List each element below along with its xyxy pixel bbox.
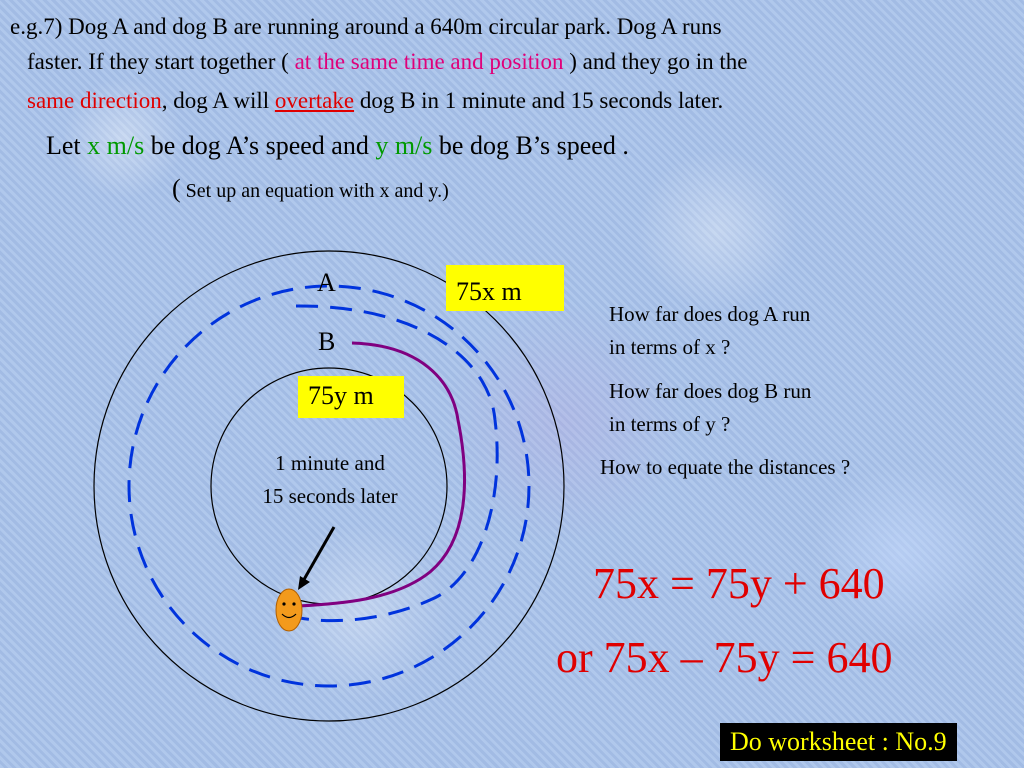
same-direction-text: same direction <box>27 88 162 113</box>
problem-text-3a: , dog A will <box>161 88 275 113</box>
question-dog-a <box>609 298 810 364</box>
problem-text-3b: dog B in 1 minute and 15 seconds later. <box>354 88 724 113</box>
dog-b-distance-box: 75y m <box>298 376 404 418</box>
y-variable: y m/s <box>375 131 433 160</box>
center-line-2: 15 seconds later <box>262 484 398 508</box>
equation-1: 75x = 75y + 640 <box>593 559 885 608</box>
question-1-line-2: in terms of x ? <box>609 335 731 359</box>
equation-2: or 75x – 75y = 640 <box>556 633 893 682</box>
problem-text-2b: ) and they go in the <box>563 49 748 74</box>
label-a: A <box>317 268 336 297</box>
dog-face-icon <box>276 589 302 631</box>
problem-text-2a: faster. If they start together ( <box>27 49 295 74</box>
center-time-text <box>240 447 420 513</box>
hint-paren: ( <box>172 174 181 203</box>
x-variable: x m/s <box>87 131 145 160</box>
problem-text-1: e.g.7) Dog A and dog B are running around a 640m circular park. Dog A runs <box>10 14 722 39</box>
dog-a-distance-box: 75x m <box>446 265 564 311</box>
let-text: Let <box>46 131 88 160</box>
center-line-1: 1 minute and <box>275 451 385 475</box>
hint-text: Set up an equation with x and y.) <box>180 180 449 202</box>
overtake-text: overtake <box>274 88 355 113</box>
worksheet-button[interactable]: Do worksheet : No.9 <box>720 723 957 761</box>
let-mid-text: be dog A’s speed and <box>144 131 376 160</box>
question-equate: How to equate the distances ? <box>600 455 851 479</box>
same-time-position-text: at the same time and position <box>294 49 564 74</box>
pointer-arrow-line <box>302 527 334 583</box>
label-b: B <box>318 327 336 356</box>
question-1-line-1: How far does dog A run <box>609 302 811 326</box>
question-2-line-1: How far does dog B run <box>609 379 812 403</box>
question-dog-b <box>609 375 811 441</box>
let-post-text: be dog B’s speed . <box>432 131 629 160</box>
question-2-line-2: in terms of y ? <box>609 412 731 436</box>
